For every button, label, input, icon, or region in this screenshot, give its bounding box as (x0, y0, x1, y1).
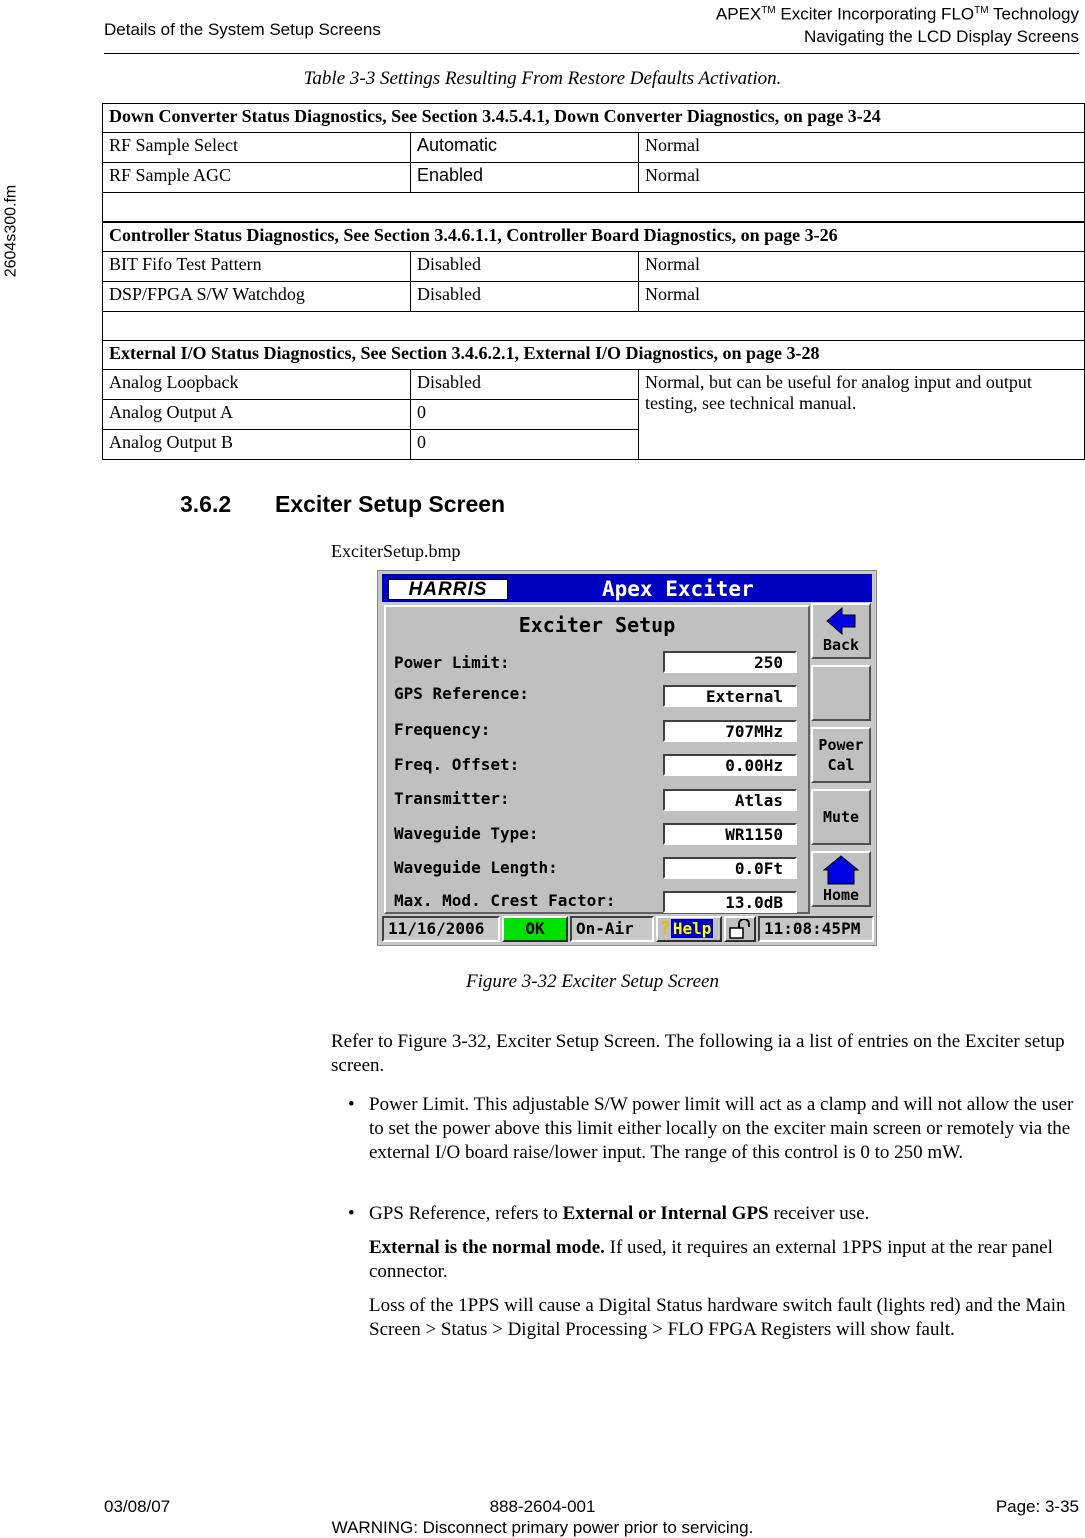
table-caption: Table 3-3 Settings Resulting From Restore Defaults Activation. (303, 68, 782, 89)
frequency-label: Frequency: (394, 720, 491, 739)
table-row: Analog Output B 0 (103, 430, 1085, 460)
home-button-label: Home (822, 886, 860, 904)
status-date: 11/16/2006 (382, 916, 500, 942)
lcd-screen (377, 570, 877, 946)
power-cal-label-line2: Cal (827, 756, 855, 774)
loss-of-1pps-paragraph: Loss of the 1PPS will cause a Digital Status hardware switch fault (lights red) and the Main Screen > Status > Digital Processing > FLO FPGA Registers will show fault. (369, 1295, 1066, 1340)
waveguide-length-field[interactable]: 0.0Ft (663, 857, 797, 879)
help-button-label: Help (672, 919, 712, 938)
header-product-line: APEX™ Exciter Incorporating FLO™ Technology (715, 4, 1079, 24)
status-mode: On-Air (570, 916, 654, 942)
figure-caption: Figure 3-32 Exciter Setup Screen (466, 971, 719, 992)
footer-page-number: Page: 3-35 (995, 1497, 1079, 1516)
table-section-header: Down Converter Status Diagnostics, See Section 3.4.5.4.1, Down Converter Diagnostics, on page 3-24 (103, 104, 1085, 133)
header-section-title: Details of the System Setup Screens (104, 20, 381, 39)
waveguide-type-label: Waveguide Type: (394, 824, 539, 843)
gps-reference-label: GPS Reference: (394, 684, 529, 703)
back-button[interactable] (811, 603, 871, 659)
table-section-header: External I/O Status Diagnostics, See Section 3.4.6.2.1, External I/O Diagnostics, on page 3-28 (103, 341, 1085, 370)
intro-paragraph: Refer to Figure 3-32, Exciter Setup Screen. The following ia a list of entries on the Exciter setup screen. (331, 1031, 1065, 1076)
help-button[interactable] (656, 916, 722, 942)
table-row: BIT Fifo Test Pattern Disabled Normal (103, 252, 1085, 282)
blank-button[interactable] (811, 665, 871, 721)
lock-button[interactable] (724, 916, 756, 942)
lcd-title-bar (382, 574, 872, 602)
gps-reference-field[interactable]: External (663, 685, 797, 707)
mute-button[interactable] (811, 789, 871, 845)
waveguide-length-label: Waveguide Length: (394, 858, 558, 877)
back-arrow-icon (826, 607, 856, 635)
bullet-marker: • (348, 1203, 355, 1224)
freq-offset-label: Freq. Offset: (394, 755, 520, 774)
footer-doc-number: 888-2604-001 (489, 1497, 596, 1516)
table-row: RF Sample Select Automatic Normal (103, 133, 1085, 163)
footer-warning: WARNING: Disconnect primary power prior to servicing. (331, 1518, 754, 1537)
table-row: DSP/FPGA S/W Watchdog Disabled Normal (103, 282, 1085, 312)
home-button[interactable] (811, 851, 871, 907)
table-spacer-row (103, 193, 1085, 223)
crest-factor-label: Max. Mod. Crest Factor: (394, 891, 616, 910)
power-limit-label: Power Limit: (394, 653, 510, 672)
section-number: 3.6.2 (180, 491, 232, 517)
help-question-icon: ? (660, 918, 671, 939)
panel-title: Exciter Setup (518, 613, 676, 637)
status-time: 11:08:45PM (758, 916, 874, 942)
home-icon (823, 855, 859, 885)
power-limit-field[interactable]: 250 (663, 651, 797, 673)
table-row: RF Sample AGC Enabled Normal (103, 163, 1085, 193)
footer-date: 03/08/07 (104, 1497, 171, 1516)
exciter-setup-panel (384, 605, 810, 914)
power-cal-button[interactable] (811, 727, 871, 783)
transmitter-label: Transmitter: (394, 789, 510, 808)
header-chapter-line: Navigating the LCD Display Screens (804, 26, 1079, 46)
section-title: Exciter Setup Screen (275, 491, 506, 517)
header-chapter-title (716, 0, 1079, 48)
section-heading (180, 491, 505, 518)
frequency-field[interactable]: 707MHz (663, 720, 797, 742)
table-row: Analog Output A 0 (103, 400, 1085, 430)
table-spacer-row (103, 312, 1085, 341)
power-cal-label-line1: Power (818, 736, 864, 754)
gps-reference-bullet: GPS Reference, refers to External or Internal GPS receiver use. (369, 1203, 870, 1224)
ok-button[interactable]: OK (502, 916, 568, 942)
back-button-label: Back (822, 636, 860, 654)
transmitter-field[interactable]: Atlas (663, 789, 797, 811)
table-row: Analog Loopback Disabled Normal, but can be useful for analog input and output testing, see technical manual. (103, 370, 1085, 400)
harris-logo: HARRIS (388, 579, 508, 600)
settings-table (102, 103, 1085, 460)
power-limit-bullet: Power Limit. This adjustable S/W power limit will act as a clamp and will not allow the user to set the power above this limit either locally on the exciter main screen or remotely via the external I/O board raise/lower input. The range of this control is 0 to 250 mW. (369, 1094, 1074, 1163)
image-filename: ExciterSetup.bmp (331, 541, 461, 561)
mute-button-label: Mute (822, 808, 860, 826)
table-section-header: Controller Status Diagnostics, See Section 3.4.6.1.1, Controller Board Diagnostics, on page 3-26 (103, 222, 1085, 252)
external-mode-paragraph: External is the normal mode. If used, it requires an external 1PPS input at the rear panel connector. (369, 1237, 1053, 1282)
freq-offset-field[interactable]: 0.00Hz (663, 754, 797, 776)
merged-note-cell: Normal, but can be useful for analog input and output testing, see technical manual. (639, 370, 1085, 460)
bullet-marker: • (348, 1094, 355, 1115)
crest-factor-field[interactable]: 13.0dB (663, 891, 797, 913)
header-divider (104, 53, 1079, 54)
unlock-icon (728, 919, 752, 939)
waveguide-type-field[interactable]: WR1150 (663, 823, 797, 845)
lcd-title: Apex Exciter (602, 577, 754, 601)
side-file-label: 2604s300.fm (2, 184, 20, 278)
status-bar (382, 916, 874, 942)
